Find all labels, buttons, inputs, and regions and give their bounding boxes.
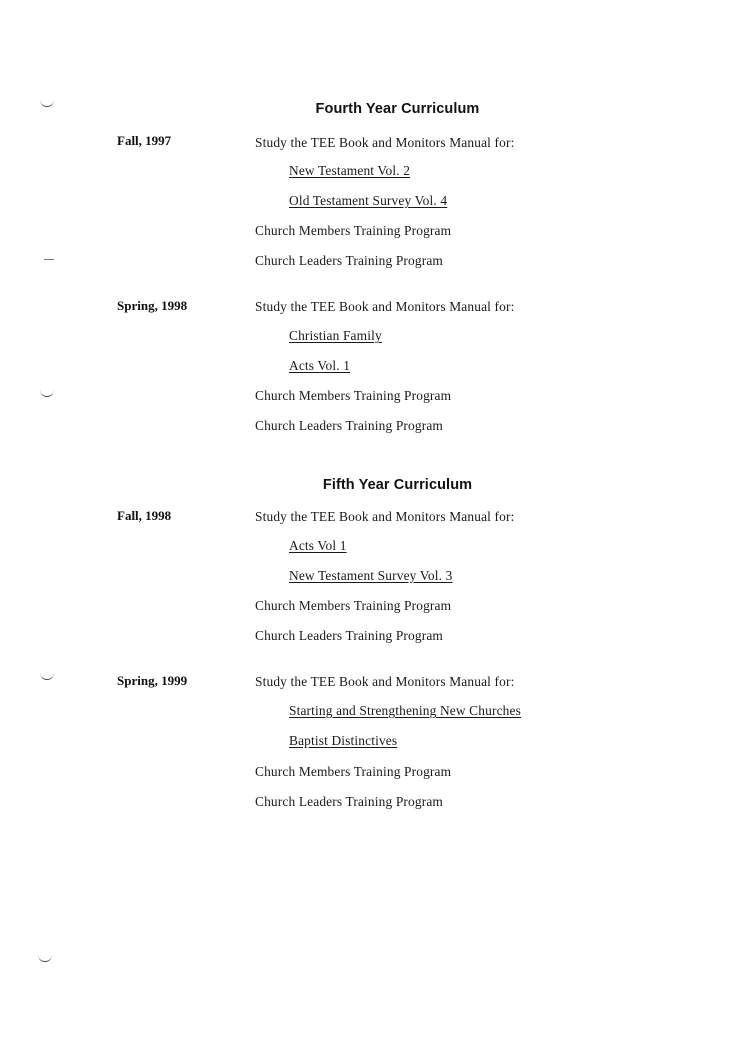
binder-mark [40,673,54,680]
book-title: New Testament Survey Vol. 3 [289,568,453,583]
section-heading-fifth-year: Fifth Year Curriculum [322,477,473,493]
book-title: Acts Vol. 1 [289,358,351,373]
term-intro: Study the TEE Book and Monitors Manual for: [255,135,515,150]
book-title: New Testament Vol. 2 [289,163,411,178]
book-title: Baptist Distinctives [289,733,398,748]
term-label-fall-1997: Fall, 1997 [117,133,172,148]
program-item: Church Leaders Training Program [255,628,443,643]
program-item: Church Members Training Program [255,388,452,403]
binder-mark [40,390,54,397]
term-intro: Study the TEE Book and Monitors Manual for: [255,299,515,314]
term-intro: Study the TEE Book and Monitors Manual for: [255,674,515,689]
book-title: Old Testament Survey Vol. 4 [289,193,448,208]
program-item: Church Members Training Program [255,764,452,779]
program-item: Church Members Training Program [255,223,452,238]
book-title: Christian Family [289,328,382,343]
program-item: Church Leaders Training Program [255,418,443,433]
binder-mark [40,100,54,107]
binder-mark [44,259,54,260]
book-title: Starting and Strengthening New Churches [289,703,521,718]
program-item: Church Leaders Training Program [255,794,443,809]
term-intro: Study the TEE Book and Monitors Manual for: [255,509,515,524]
term-label-spring-1998: Spring, 1998 [117,298,188,313]
term-label-fall-1998: Fall, 1998 [117,508,172,523]
section-heading-fourth-year: Fourth Year Curriculum [315,101,480,117]
binder-mark [38,955,52,962]
program-item: Church Leaders Training Program [255,253,443,268]
book-title: Acts Vol 1 [289,538,347,553]
program-item: Church Members Training Program [255,598,452,613]
term-label-spring-1999: Spring, 1999 [117,673,188,688]
